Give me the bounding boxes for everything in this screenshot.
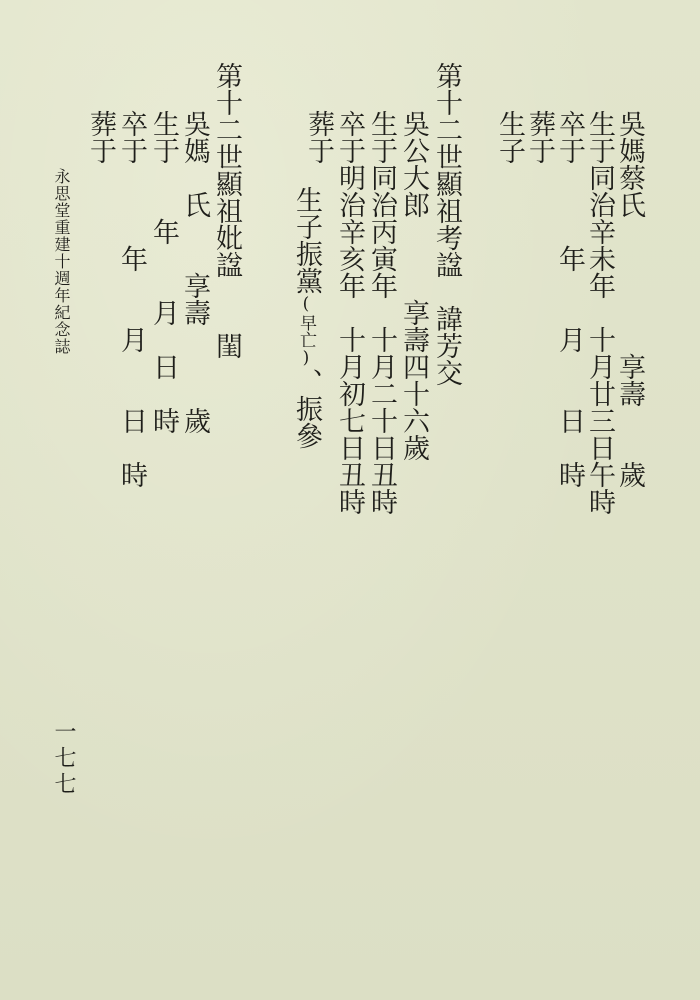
column-death-blank: 卒于 年 月 日 時 (554, 110, 585, 488)
column-burial-3: 葬于 (85, 110, 116, 164)
column-burial: 葬于 (524, 110, 555, 164)
page-number: 一七七 (51, 720, 76, 798)
column-wu-ma-shi: 吳媽 氏 享壽 歲 (179, 110, 210, 434)
annotation-died-young: (早亡) (296, 294, 316, 368)
column-birth-tongzhi-bingyin: 生于同治丙寅年 十月二十日丑時 (366, 110, 397, 515)
column-death-blank-2: 卒于 年 月 日 時 (116, 110, 147, 488)
book-title-margin: 永思堂重建十週年紀念誌 (52, 168, 71, 355)
column-wu-ma-cai-shi: 吳媽蔡氏 享壽 歲 (614, 110, 645, 488)
column-burial-2: 葬于 (303, 110, 334, 164)
column-birth-blank: 生于 年 月 日 時 (148, 110, 179, 434)
column-death-meiji-xinhai: 卒于明治辛亥年 十月初七日丑時 (334, 110, 365, 515)
column-12th-ancestor-heading: 第十二世顯祖考諡 諱芳交 (431, 62, 462, 386)
column-birth-tongzhi-xinwei: 生于同治辛未年 十月廿三日午時 (584, 110, 615, 515)
column-sons: 生子 (494, 110, 525, 164)
column-sons-2 (272, 110, 340, 449)
column-12th-ancestress-heading: 第十二世顯祖妣諡 閨 (211, 62, 242, 359)
column-wu-gong-dalang: 吳公大郎 享壽四十六歲 (398, 110, 429, 461)
sons-name-zhendang: 生子振黨 (291, 186, 322, 294)
sons-name-zhencan: 、振參 (291, 368, 322, 449)
